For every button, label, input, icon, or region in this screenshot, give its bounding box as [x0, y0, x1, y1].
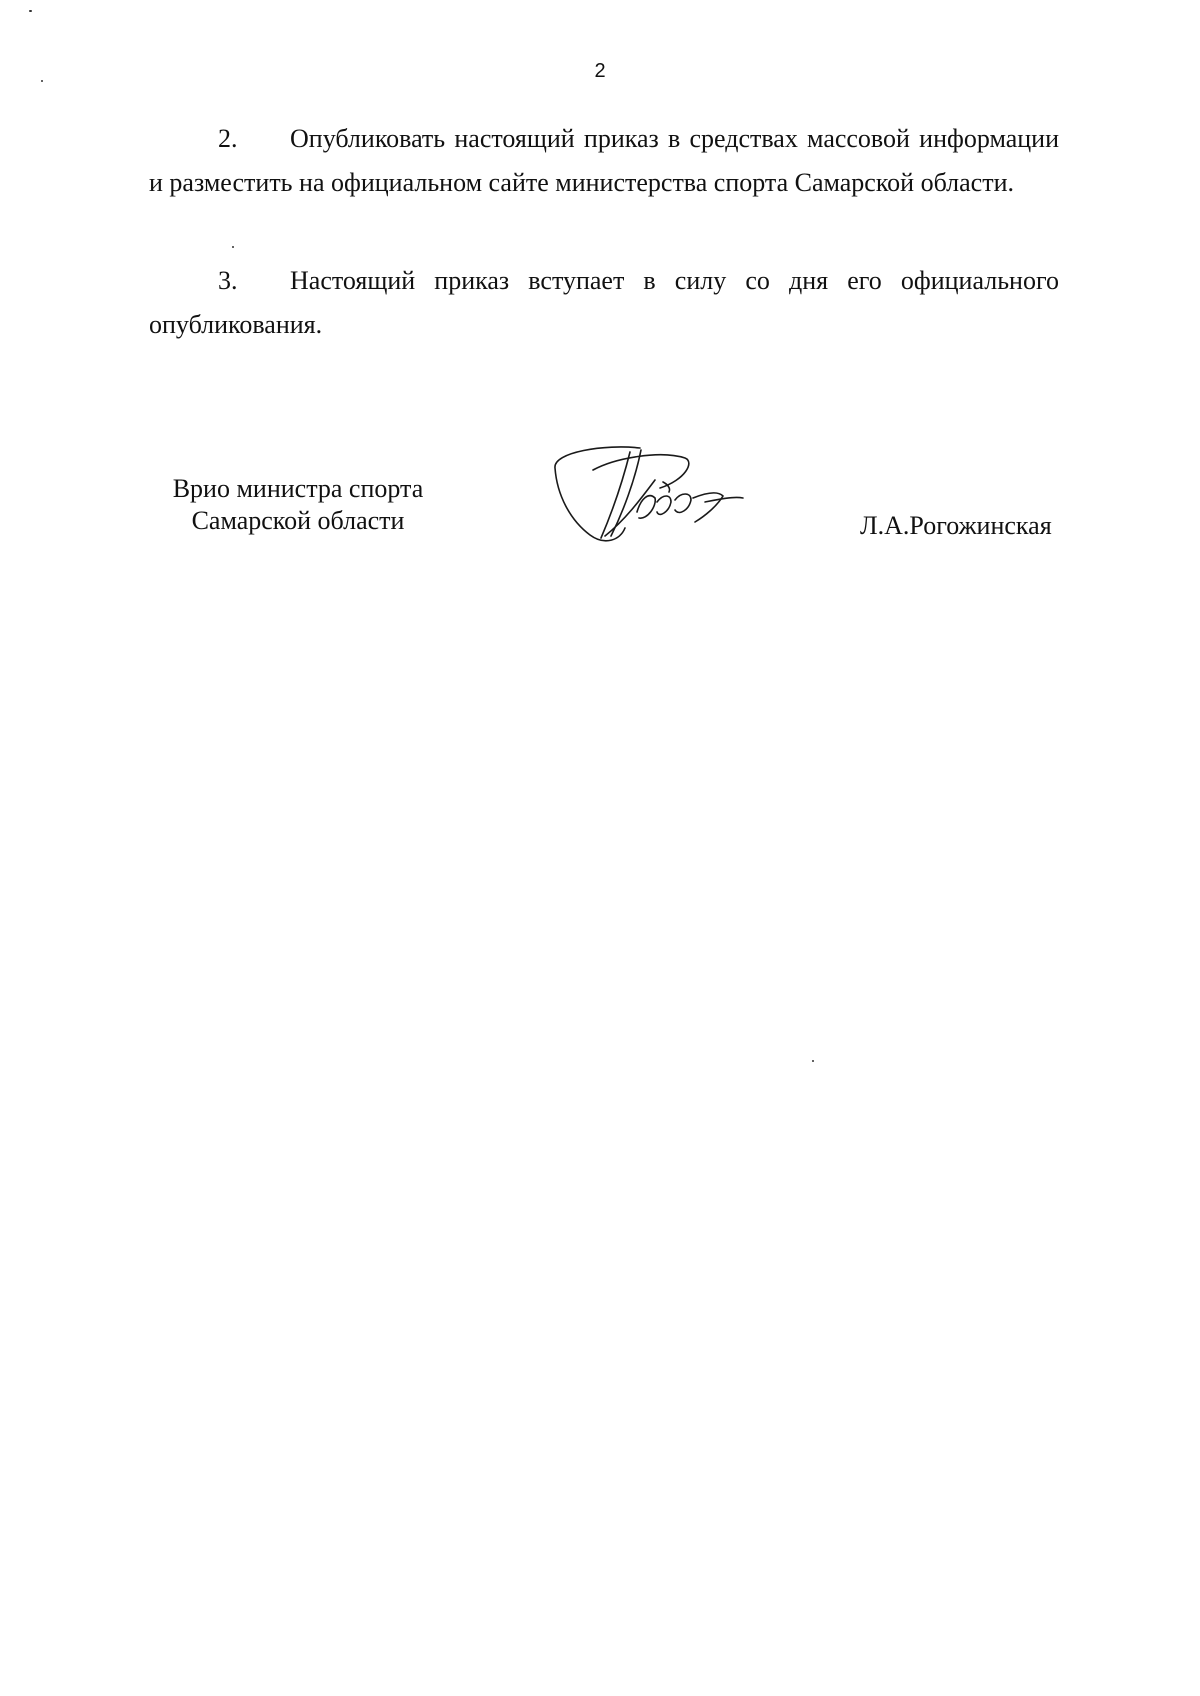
signatory-title-line-1: Врио министра спорта [172, 474, 424, 503]
handwritten-signature-icon [545, 440, 770, 550]
signatory-title [148, 473, 448, 537]
signatory-name: Л.А.Рогожинская [860, 511, 1052, 540]
order-item-2 [149, 117, 1059, 205]
scan-speck [812, 1060, 814, 1062]
order-item-3 [149, 259, 1059, 347]
scan-speck [232, 246, 234, 248]
item-number: 2. [218, 124, 238, 153]
item-text: Опубликовать настоящий приказ в средствах массовой информации и разместить на официальном сайте министерства спорта Самарской области. [149, 124, 1059, 197]
item-number: 3. [218, 266, 238, 295]
item-text: Настоящий приказ вступает в силу со дня его официального опубликования. [149, 266, 1059, 339]
signatory-title-line-2: Самарской области [191, 506, 405, 535]
scan-speck [29, 10, 32, 12]
page-number: 2 [594, 60, 606, 82]
